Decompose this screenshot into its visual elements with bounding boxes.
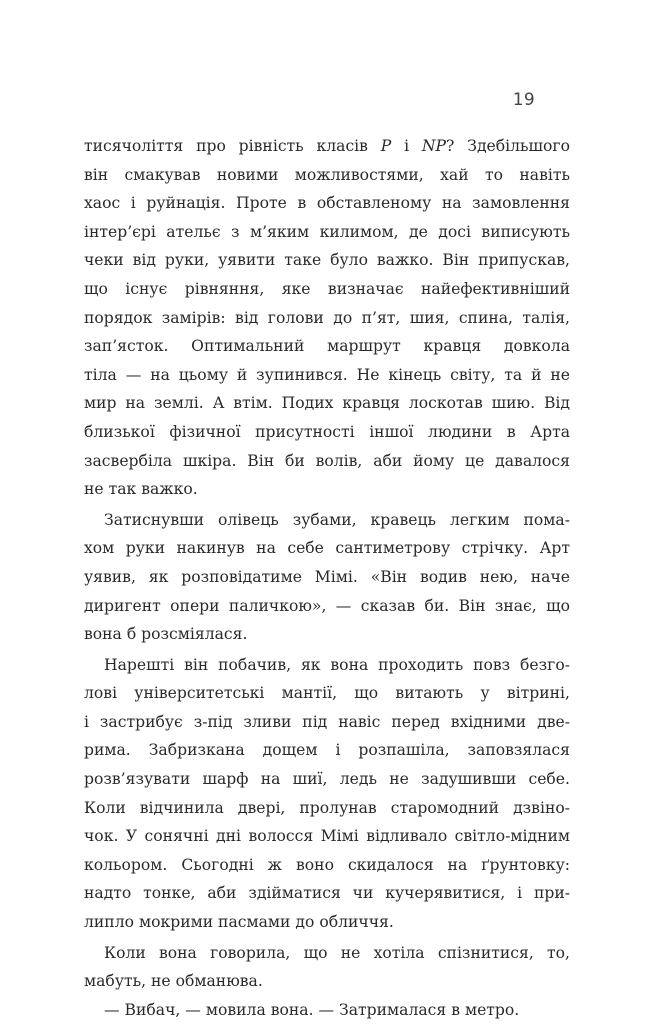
text-line: мир на землі. А втім. Подих кравця лоскотав шию. Від (84, 394, 570, 413)
text-line: диригент опери паличкою», — сказав би. Він знає, що (84, 596, 570, 615)
text-line: кольором. Сьогодні ж воно скидалося на ґрунтовку: (84, 855, 570, 874)
text-line: чок. У сонячні дні волосся Мімі відливало світло-мідним (84, 827, 570, 846)
text-line: засвербіла шкіра. Він би волів, аби йому це давалося (84, 451, 570, 470)
text-line: він смакував новими можливостями, хай то навіть (84, 165, 570, 184)
text-line: Коли відчинила двері, пролунав старомодний дзвіно- (84, 798, 570, 817)
text-line: Затиснувши олівець зубами, кравець легким пома- (104, 510, 570, 529)
body-text (84, 132, 570, 1024)
text-line: не так важко. (84, 480, 198, 499)
paragraph (84, 132, 570, 504)
math-p: P (380, 137, 392, 155)
paragraph (84, 996, 570, 1024)
text-line: Нарешті він побачив, як вона проходить повз безго- (104, 655, 570, 674)
text-line: Коли вона говорила, що не хотіла спізнитися, то, (104, 943, 570, 962)
text-line: тисячоліття про рівність класів P і NP? Здебільшого (84, 137, 570, 155)
text-line: розв’язувати шарф на шиї, ледь не задушивши себе. (84, 770, 570, 789)
text-line: порядок замірів: від голови до п’ят, шия, спина, талія, (84, 308, 570, 327)
text-line: уявив, як розповідатиме Мімі. «Він водив нею, наче (84, 567, 570, 586)
text-line: що існує рівняння, яке визначає найефективніший (84, 279, 570, 298)
text-line: і застрибує з-під зливи під навіс перед вхідними две- (84, 712, 570, 731)
text-line: тіла — на цьому й зупинився. Не кінець світу, та й не (84, 365, 570, 384)
paragraph (84, 506, 570, 649)
text-line: хаос і руйнація. Проте в обставленому на замовлення (84, 194, 570, 213)
text-line: липло мокрими пасмами до обличчя. (84, 913, 394, 932)
paragraph (84, 939, 570, 996)
text-line: близької фізичної присутності іншої людини в Арта (84, 422, 570, 441)
text-line: мабуть, не обманюва. (84, 972, 263, 991)
page-number: 19 (512, 90, 535, 110)
text-line: хом руки накинув на себе сантиметрову стрічку. Арт (84, 539, 570, 558)
math-np: NP (421, 137, 447, 155)
text-line: зап’ясток. Оптимальний маршрут кравця довкола (84, 337, 570, 356)
text-line: рима. Забризкана дощем і розпашіла, заповзялася (84, 741, 570, 760)
paragraph (84, 651, 570, 937)
text-line: чеки від руки, уявити таке було важко. Він припускав, (84, 251, 570, 270)
text-line: лові університетські мантії, що витають у вітрині, (84, 684, 570, 703)
text-line: інтер’єрі ательє з м’яким килимом, де досі виписують (84, 222, 570, 241)
text-line: — Вибач, — мовила вона. — Затрималася в метро. (104, 1000, 520, 1019)
text-line: вона б розсміялася. (84, 625, 248, 644)
text-line: надто тонке, аби здійматися чи кучерявитися, і при- (84, 884, 570, 903)
